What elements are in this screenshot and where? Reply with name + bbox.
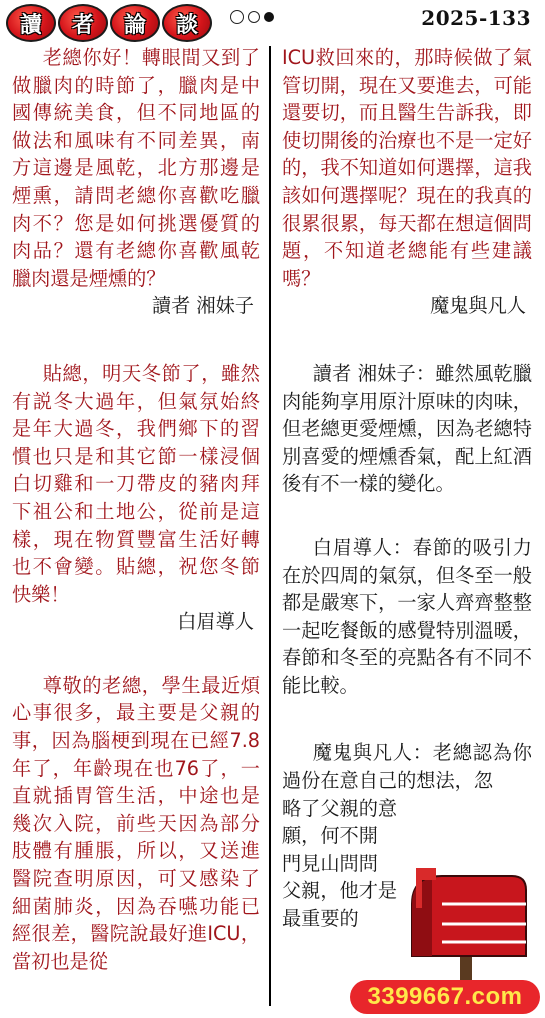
title-char-3: 論 (110, 4, 160, 42)
reply-3-line-4: 門見山問問 (282, 851, 378, 875)
reply-3-line-1: 魔鬼與凡人：老總認為你過份在意自己的想法，忽 (282, 741, 532, 793)
letter-3-text-a: 尊敬的老總，學生最近煩心事很多，最主要是父親的事，因為腦梗到現在已經7.8年了，年齡現在也76了，一直就插胃管生活，中途也是幾次入院，前些天因為部分肢體有腫脹，所以，又送進醫院查明原因，可又感染了細菌肺炎，因為吞嚥功能已經很差， (12, 673, 260, 946)
filled-circle-icon (264, 12, 274, 22)
left-column (12, 44, 260, 975)
letter-1: 老總你好！轉眼間又到了做臘肉的時節了，臘肉是中國傳統美食，但不同地區的做法和風味有不同差異，南方這邊是風乾，北方那邊是煙熏，請問老總你喜歡吃臘肉不？您是如何挑選優質的肉品？還有老總你喜歡風乾臘肉還是煙燻的？ (12, 46, 260, 290)
title-char-4: 談 (162, 4, 212, 42)
decorative-dots (230, 10, 274, 24)
circle-icon (230, 10, 244, 24)
column-divider (269, 46, 271, 1006)
title-char-2: 者 (58, 4, 108, 42)
reply-3-line-3: 願，何不開 (282, 824, 378, 848)
reply-3-line-2: 略了父親的意 (282, 796, 398, 820)
title-char-1: 讀 (6, 4, 56, 42)
watermark: 3399667.com (350, 980, 540, 1014)
reply-3-line-5: 父親，他才是 (282, 879, 398, 903)
column-title (6, 4, 212, 42)
circle-icon (248, 11, 260, 23)
issue-number: 2025-133 (421, 6, 531, 30)
reply-3-line-6: 最重要的 (282, 907, 359, 931)
right-column (282, 44, 532, 933)
letter-3-text-b: 醫院說最好進ICU，當初也是從 (12, 922, 261, 973)
letter-3-part-2: ICU救回來的，那時候做了氣管切開，現在又要進去，可能還要切，而且醫生告訴我，即使切開後的治療也不是一定好的，我不知道如何選擇，這我該如何選擇呢？現在的我真的很累很累，每天都在想這個問題，不知道老總能有些建議嗎？ (282, 46, 532, 290)
letter-1-signature: 讀者 湘妹子 (151, 294, 254, 318)
letter-3-part-1 (12, 672, 260, 976)
reply-2: 白眉導人：春節的吸引力在於四周的氣氛，但冬至一般都是嚴寒下，一家人齊齊整整一起吃餐飯的感覺特別溫暖，春節和冬至的亮點各有不同不能比較。 (282, 535, 532, 697)
header (0, 0, 545, 40)
letter-2-signature: 白眉導人 (177, 610, 254, 634)
letter-3-signature: 魔鬼與凡人 (430, 294, 526, 318)
reply-1: 讀者 湘妹子：雖然風乾臘肉能夠享用原汁原味的肉味，但老總更愛煙燻，因為老總特別喜愛的煙燻香氣，配上紅酒後有不一樣的變化。 (282, 361, 532, 496)
letter-2: 貼總，明天冬節了，雖然有説冬大過年，但氣氛始終是年大過冬，我們鄉下的習慣也只是和其它節一樣浸個白切雞和一刀帶皮的豬肉拜下祖公和土地公，從前是這樣，現在物質豐富生活好轉也不會變。貼總，祝您冬節快樂！ (12, 361, 260, 606)
